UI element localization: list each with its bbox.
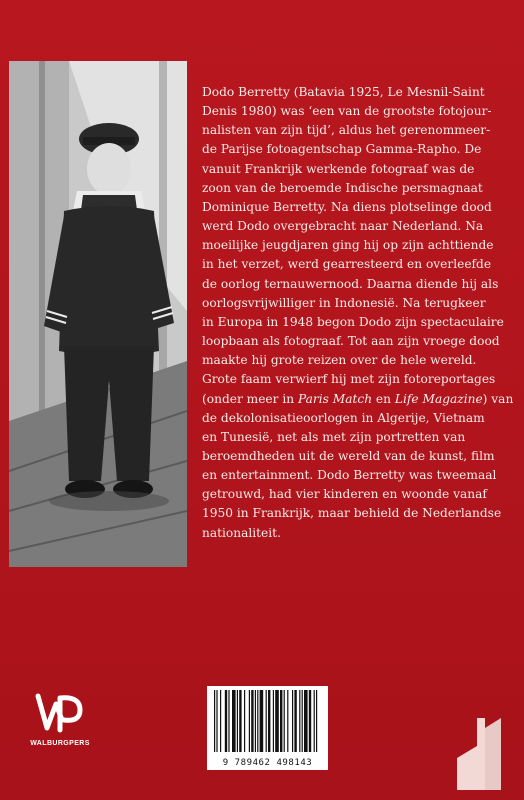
text-line: beroemdheden uit de wereld van de kunst, film: [202, 448, 495, 463]
barcode-bar: [314, 690, 315, 752]
text-fragment: (onder meer in: [202, 391, 298, 406]
text-line: loopbaan als fotograaf. Tot aan zijn vroege dood: [202, 334, 500, 349]
text-line: zoon van de beroemde Indische persmagnaat: [202, 180, 483, 195]
text-line: in het verzet, werd gearresteerd en overleefde: [202, 257, 492, 272]
walburgpers-logo-icon: [34, 690, 86, 738]
text-line: maakte hij grote reizen over de hele wereld.: [202, 353, 477, 368]
barcode-bar: [268, 690, 270, 752]
barcode-bar: [257, 690, 258, 752]
text-line: nationaliteit.: [202, 525, 281, 540]
text-line: Denis 1980) was ‘een van de grootste fotojour-: [202, 104, 492, 119]
barcode-bar: [216, 690, 217, 752]
barcode-bar: [225, 690, 227, 752]
publisher-name: WALBURGPERS: [30, 740, 90, 747]
barcode-bar: [284, 690, 285, 752]
isbn-barcode: [207, 686, 328, 770]
barcode-bar: [299, 690, 300, 752]
barcode-bar: [214, 690, 215, 752]
barcode-bar: [260, 690, 264, 752]
text-line: moeilijke jeugdjaren ging hij op zijn achttiende: [202, 238, 494, 253]
barcode-bar: [249, 690, 250, 752]
photo-illustration: [9, 61, 187, 567]
barcode-bar: [244, 690, 245, 752]
magazine-title: Paris Match: [297, 391, 373, 406]
text-line: en Tunesië, net als met zijn portretten van: [202, 429, 466, 444]
barcode-bar: [280, 690, 282, 752]
barcode-bar: [294, 690, 296, 752]
author-photo: [9, 61, 187, 567]
barcode-bar: [275, 690, 279, 752]
text-line: Grote faam verwierf hij met zijn fotoreportages: [202, 372, 496, 387]
isbn-number: 9 789462 498143: [222, 758, 313, 768]
text-line: nalisten van zijn tijd’, aldus het gerenommeer-: [202, 123, 491, 138]
magazine-title: Life Magazine: [394, 391, 483, 406]
text-line: vanuit Frankrijk werkende fotograaf was de: [202, 161, 475, 176]
publisher-logo: [30, 690, 90, 760]
text-line: [202, 392, 513, 406]
text-line: 1950 in Frankrijk, maar behield de Nederlandse: [202, 506, 502, 521]
barcode-bar: [287, 690, 288, 752]
text-line: de Parijse fotoagentschap Gamma-Rapho. De: [202, 142, 482, 157]
barcode-bar: [255, 690, 256, 752]
barcode-bar: [302, 690, 303, 752]
biography-text: [202, 83, 516, 543]
text-fragment: en: [372, 391, 395, 406]
text-line: de dekolonisatieoorlogen in Algerije, Vietnam: [202, 410, 485, 425]
barcode-bar: [292, 690, 293, 752]
text-line: oorlogsvrijwilliger in Indonesië. Na terugkeer: [202, 295, 486, 310]
text-line: in Europa in 1948 begon Dodo zijn spectaculaire: [202, 314, 504, 329]
barcode-bar: [266, 690, 267, 752]
barcode-bar: [273, 690, 274, 752]
barcode-bar: [232, 690, 236, 752]
barcode-bar: [304, 690, 308, 752]
barcode-bar: [309, 690, 311, 752]
text-line: werd Dodo overgebracht naar Nederland. Na: [202, 219, 484, 234]
text-line: Dodo Berretty (Batavia 1925, Le Mesnil-Saint: [202, 85, 485, 99]
barcode-bar: [251, 690, 253, 752]
text-line: getrouwd, had vier kinderen en woonde vanaf: [202, 487, 487, 502]
text-line: de oorlog ternauwernood. Daarna diende hij als: [202, 276, 499, 291]
text-line: Dominique Berretty. Na diens plotselinge dood: [202, 199, 492, 214]
barcode-bar: [220, 690, 221, 752]
barcode-bar: [237, 690, 238, 752]
barcode-bar: [316, 690, 317, 752]
corner-logo-icon: [455, 718, 503, 790]
barcode-bar: [239, 690, 241, 752]
text-fragment: ) van: [482, 391, 514, 406]
barcode-bars: [212, 690, 323, 754]
barcode-bar: [228, 690, 229, 752]
text-line: en entertainment. Dodo Berretty was tweemaal: [202, 468, 497, 483]
